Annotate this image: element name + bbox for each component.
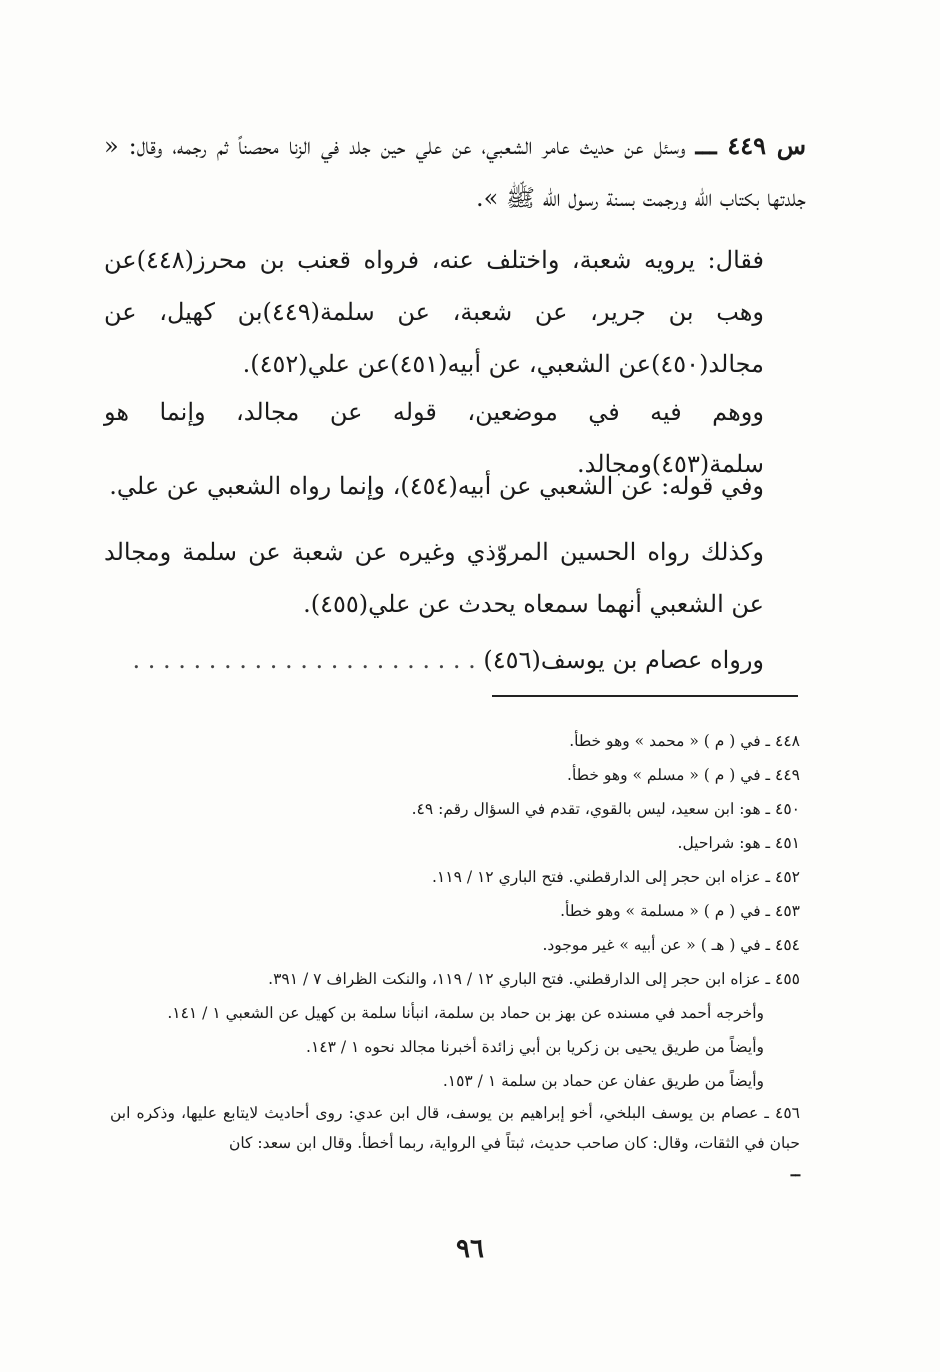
footnote-455-continuation-2: وأيضاً من طريق يحيى بن زكريا بن أبي زائدة أخبرنا مجالد نحوه ١ / ١٤٣. [306,1038,764,1056]
second-error-text: وفي قوله: عن الشعبي عن أبيه(٤٥٤)، وإنما رواه الشعبي عن علي. [109,472,764,500]
footnote-456: ٤٥٦ ـ عصام بن يوسف البلخي، أخو إبراهيم بن يوسف، قال ابن عدي: روى أحاديث لايتابع عليها، وذكره ابن حبان في الثقات، وقال: كان صاحب حديث، ثبتاً في الرواية، ربما أخطأ. وقال ابن سعد: كان [110,1104,800,1152]
question-paragraph [104,120,806,224]
narration-paragraph [104,526,764,630]
footnote-450: ٤٥٠ ـ هو: ابن سعيد، ليس بالقوي، تقدم في السؤال رقم: ٤٩. [411,800,800,818]
footnote-451: ٤٥١ ـ هو: شراحيل. [677,834,800,852]
error-text: ووهم فيه في موضعين، قوله عن مجالد، وإنما هو سلمة(٤٥٣)ومجالد. [104,398,764,478]
footnote-455: ٤٥٥ ـ عزاه ابن حجر إلى الدارقطني. فتح الباري ١٢ / ١١٩، والنكت الظراف ٧ / ٣٩١. [268,970,800,988]
footnote-452: ٤٥٢ ـ عزاه ابن حجر إلى الدارقطني. فتح الباري ١٢ / ١١٩. [431,868,800,886]
ellipsis-dots: . . . . . . . . . . . . . . . . . . . . . . . [132,646,476,674]
narration-text: وكذلك رواه الحسين المروّذي وغيره عن شعبة عن سلمة ومجالد عن الشعبي أنهما سمعاه يحدث عن علي(٤٥٥). [104,538,764,618]
page-number: ٩٦ [456,1234,484,1264]
answer-text: فقال: يرويه شعبة، واختلف عنه، فرواه قعنب بن محرز(٤٤٨)عن وهب بن جرير، عن شعبة، عن سلمة(٤٤٩)بن كهيل، عن مجالد(٤٥٠)عن الشعبي، عن أبيه(٤٥١)عن علي(٤٥٢). [104,246,764,378]
answer-paragraph [104,234,764,390]
question-text: وسئل عن حديث عامر الشعبي، عن علي حين جلد في الزنا محصناً ثم رجمه، وقال: « جلدتها بكتاب الله ورجمت بسنة رسول الله ﷺ ». [104,132,806,212]
footnotes-section [110,724,800,1184]
footnote-453: ٤٥٣ ـ في ( م ) « مسلمة » وهو خطأ. [560,902,800,920]
footnote-448: ٤٤٨ ـ في ( م ) « محمد » وهو خطأ. [569,732,800,750]
footnote-449: ٤٤٩ ـ في ( م ) « مسلم » وهو خطأ. [567,766,800,784]
truncated-text: ورواه عصام بن يوسف(٤٥٦) [483,646,764,674]
second-error-paragraph [104,460,764,512]
footnote-454: ٤٥٤ ـ في ( هـ ) « عن أبيه » غير موجود. [542,936,800,954]
question-number: س ٤٤٩ ـــ [695,131,806,160]
footnote-separator [492,695,798,697]
footnote-continuation-mark: ــ [790,1161,800,1180]
truncated-paragraph [104,634,764,686]
footnote-455-continuation-3: وأيضاً من طريق عفان عن حماد بن سلمة ١ / ١٥٣. [442,1072,764,1090]
footnote-455-continuation-1: وأخرجه أحمد في مسنده عن بهز بن حماد بن سلمة، انبأنا سلمة بن كهيل عن الشعبي ١ / ١٤١. [167,1004,764,1022]
